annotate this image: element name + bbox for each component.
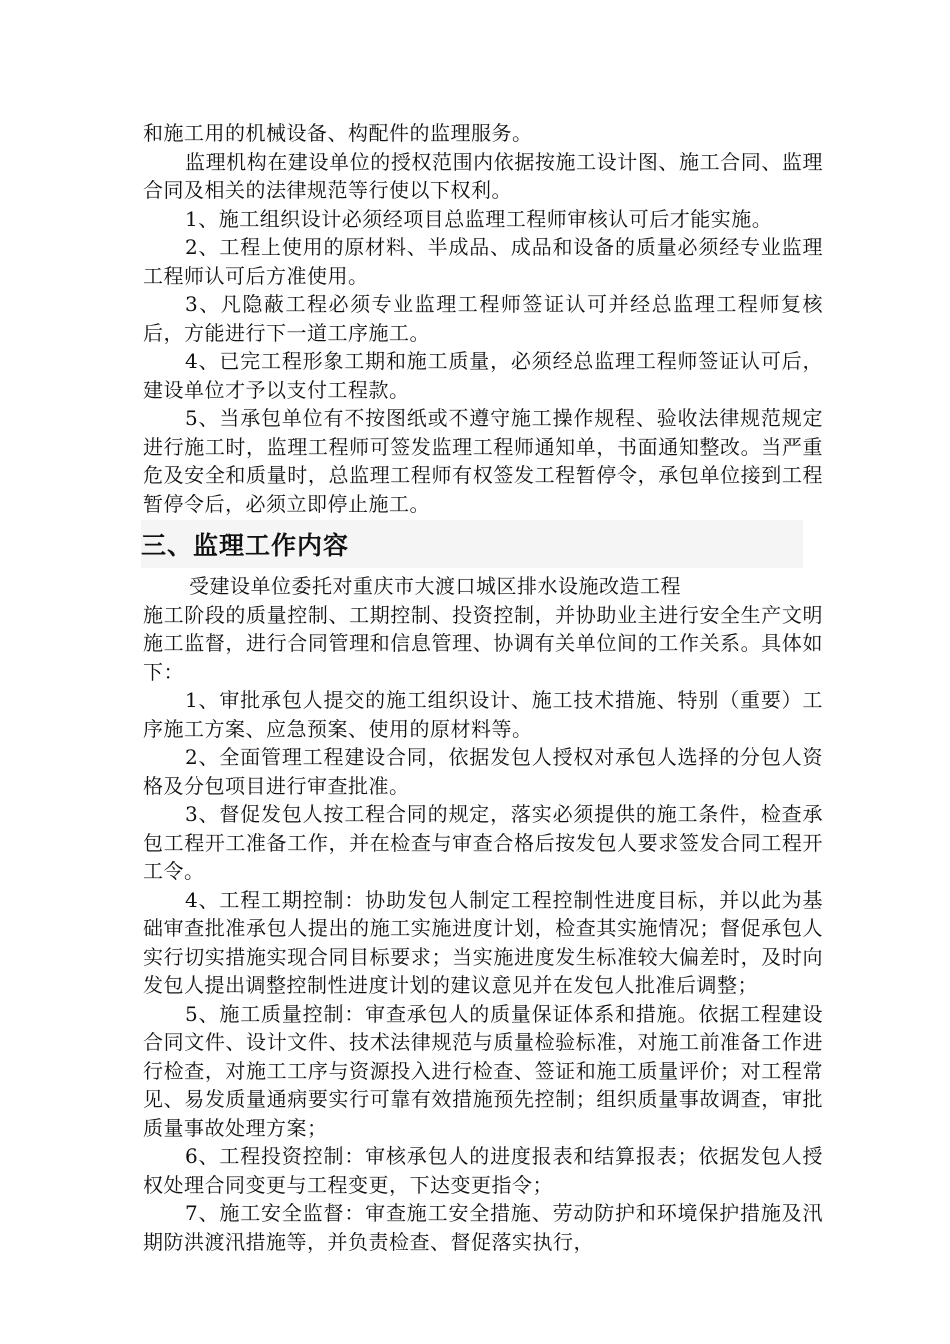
paragraph: 3、凡隐蔽工程必须专业监理工程师签证认可并经总监理工程师复核后，方能进行下一道工序施工。 (143, 292, 823, 345)
section-heading: 三、监理工作内容 (141, 531, 350, 560)
paragraph: 1、施工组织设计必须经项目总监理工程师审核认可后才能实施。 (185, 206, 773, 231)
paragraph: 施工阶段的质量控制、工期控制、投资控制，并协助业主进行安全生产文明施工监督，进行合同管理和信息管理、协调有关单位间的工作关系。具体如下： (143, 602, 823, 684)
paragraph: 监理机构在建设单位的授权范围内依据按施工设计图、施工合同、监理合同及相关的法律规范等行使以下权利。 (143, 149, 823, 202)
paragraph: 7、施工安全监督：审查施工安全措施、劳动防护和环境保护措施及汛期防洪渡汛措施等，并负责检查、督促落实执行， (143, 1201, 823, 1254)
paragraph: 受建设单位委托对重庆市大渡口城区排水设施改造工程 (189, 574, 681, 598)
paragraph: 5、当承包单位有不按图纸或不遵守施工操作规程、验收法律规范规定进行施工时，监理工程师可签发监理工程师通知单，书面通知整改。当严重危及安全和质量时，总监理工程师有权签发工程暂停令，承包单位接到工程暂停令后，必须立即停止施工。 (143, 406, 823, 516)
paragraph: 4、工程工期控制：协助发包人制定工程控制性进度目标，并以此为基础审查批准承包人提出的施工实施进度计划，检查其实施情况；督促承包人实行切实措施实现合同目标要求；当实施进度发生标准较大偏差时，及时向发包人提出调整控制性进度计划的建议意见并在发包人批准后调整； (143, 887, 823, 997)
paragraph: 1、审批承包人提交的施工组织设计、施工技术措施、特别（重要）工序施工方案、应急预案、使用的原材料等。 (143, 688, 823, 741)
paragraph: 2、全面管理工程建设合同，依据发包人授权对承包人选择的分包人资格及分包项目进行审查批准。 (143, 745, 823, 798)
paragraph: 5、施工质量控制：审查承包人的质量保证体系和措施。依据工程建设合同文件、设计文件、技术法律规范与质量检验标准，对施工前准备工作进行检查，对施工工序与资源投入进行检查、签证和施工质量评价；对工程常见、易发质量通病要实行可靠有效措施预先控制；组织质量事故调查，审批质量事故处理方案； (143, 1001, 823, 1140)
paragraph: 3、督促发包人按工程合同的规定，落实必须提供的施工条件，检查承包工程开工准备工作，并在检查与审查合格后按发包人要求签发合同工程开工令。 (143, 802, 823, 883)
paragraph: 2、工程上使用的原材料、半成品、成品和设备的质量必须经专业监理工程师认可后方准使用。 (143, 235, 823, 288)
document-body (143, 119, 823, 1256)
paragraph: 4、已完工程形象工期和施工质量，必须经总监理工程师签证认可后，建设单位才予以支付工程款。 (143, 349, 823, 402)
paragraph: 6、工程投资控制：审核承包人的进度报表和结算报表；依据发包人授权处理合同变更与工程变更，下达变更指令； (143, 1144, 823, 1197)
section-heading-band (141, 520, 803, 568)
paragraph: 和施工用的机械设备、构配件的监理服务。 (143, 121, 533, 145)
